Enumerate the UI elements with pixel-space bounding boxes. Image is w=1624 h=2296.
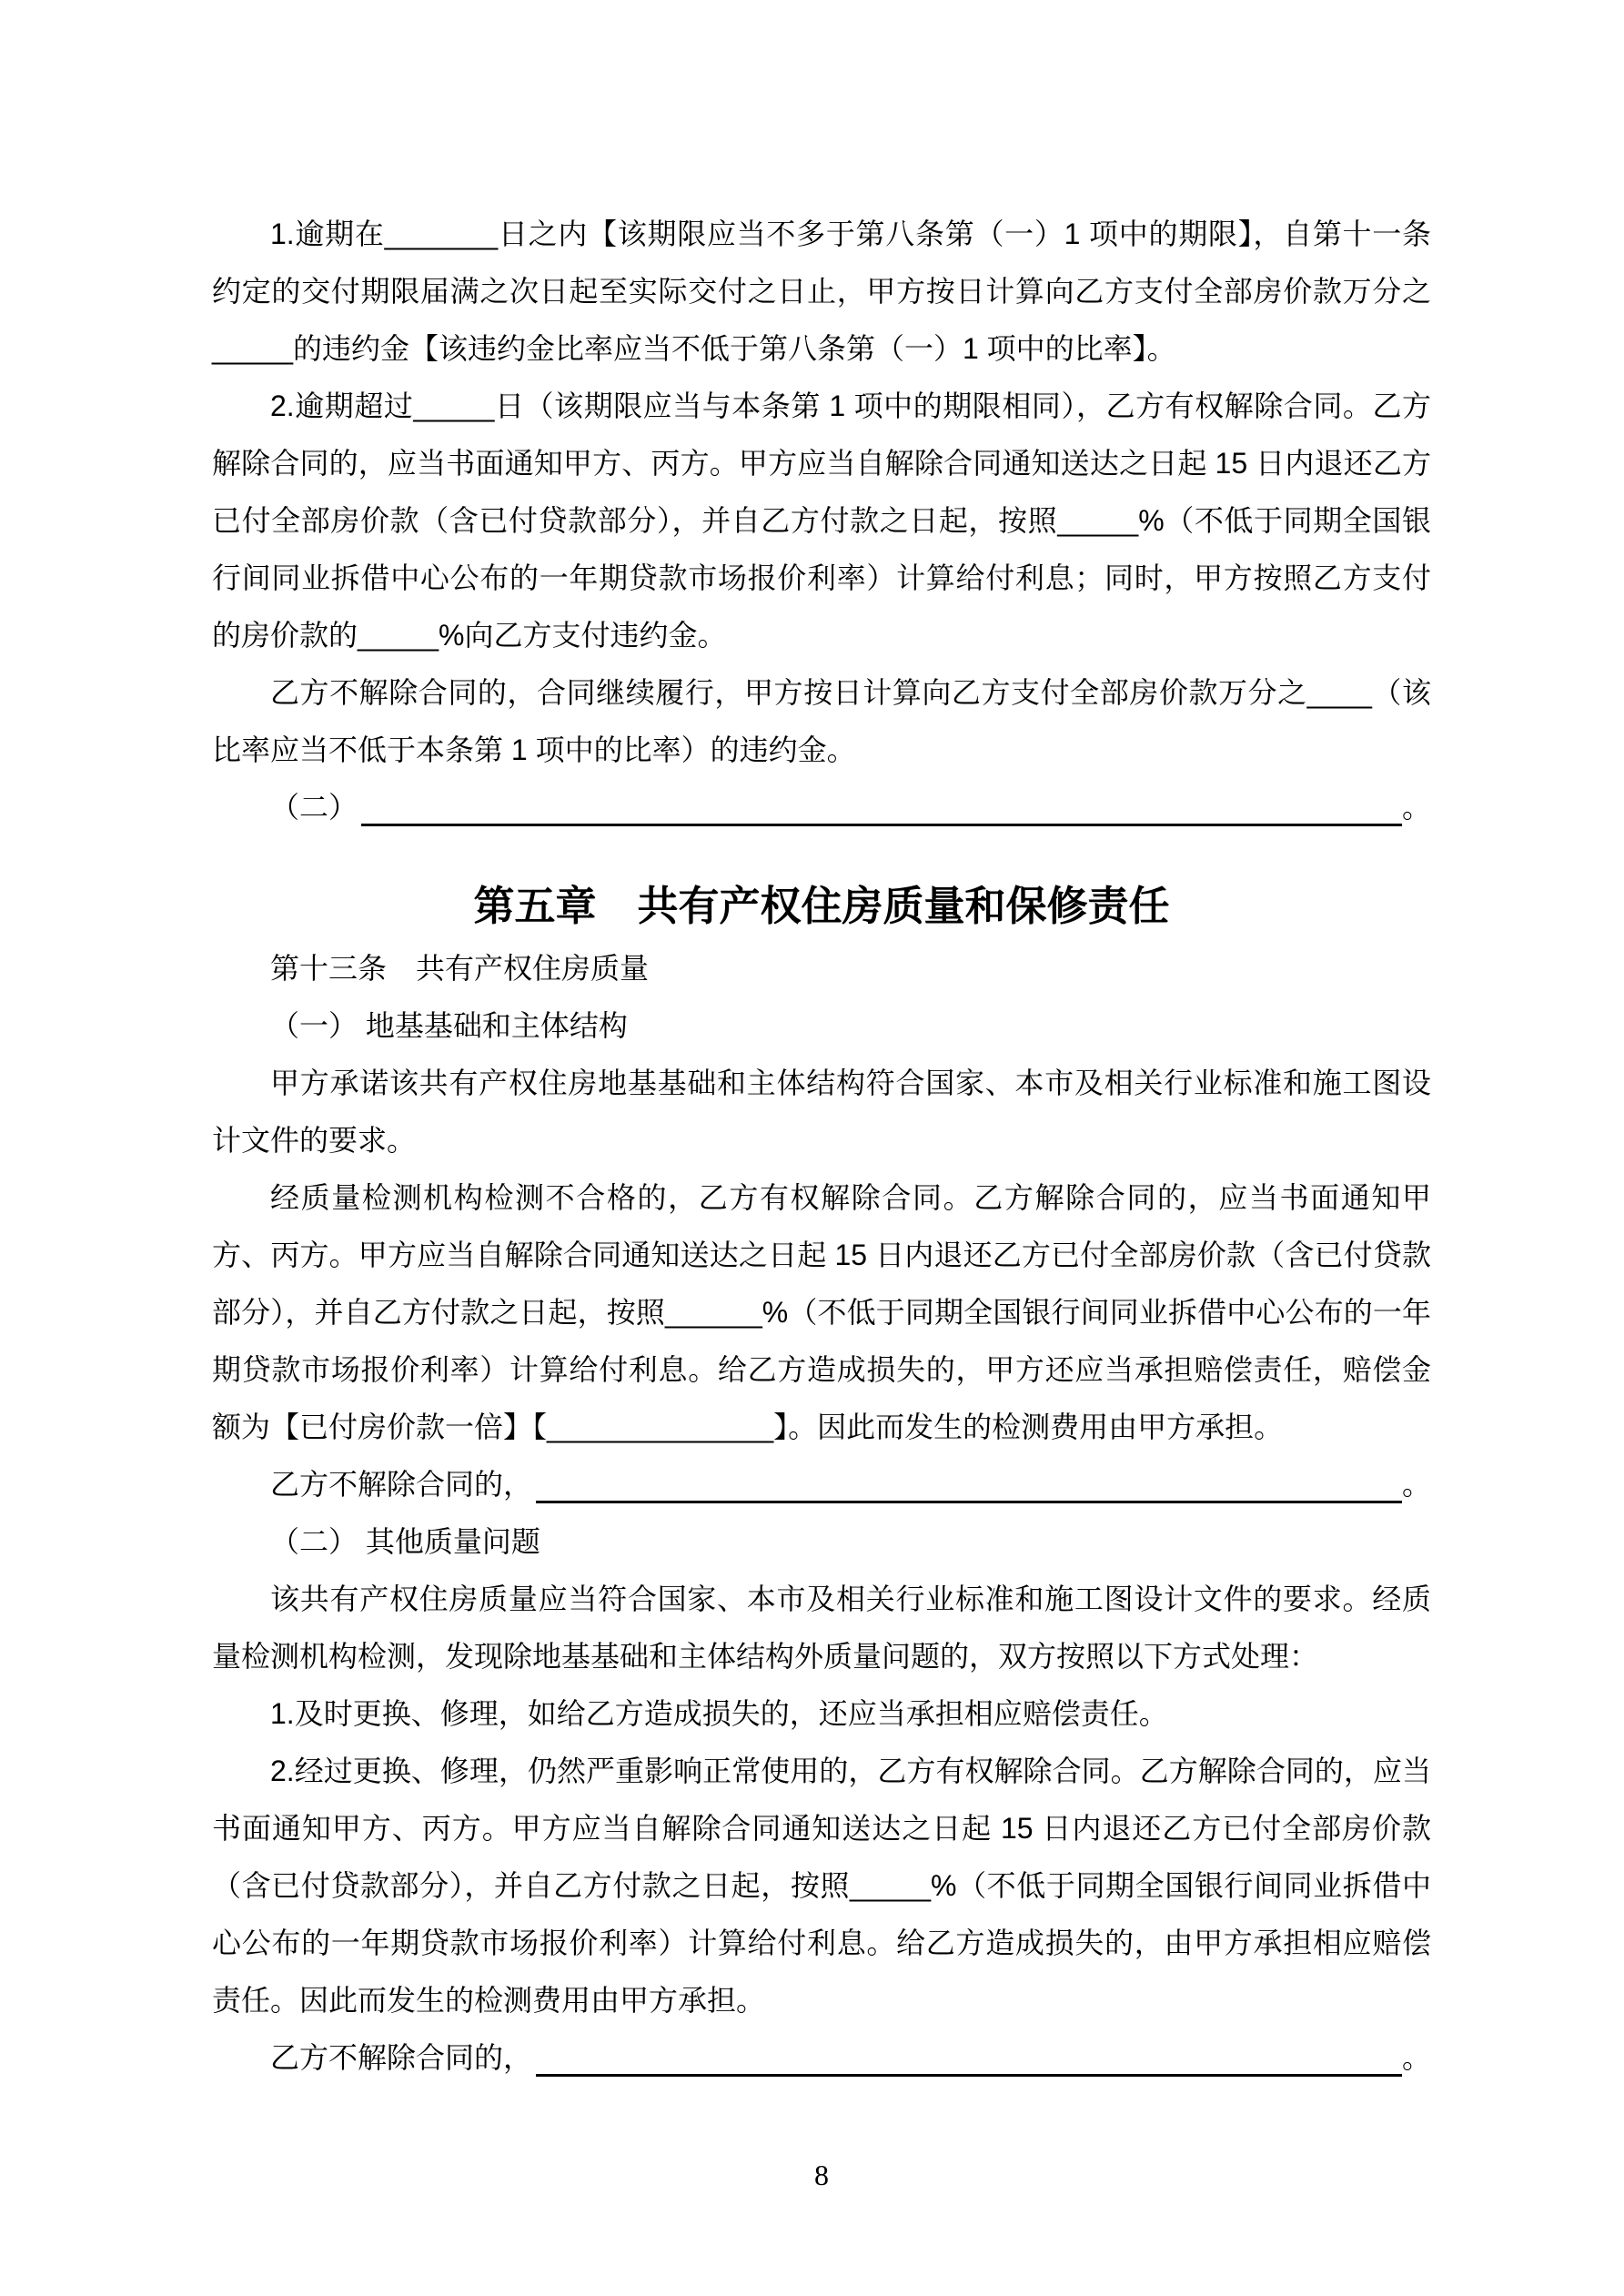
clause-handle-2: 2.经过更换、修理，仍然严重影响正常使用的，乙方有权解除合同。乙方解除合同的，应当书面通知甲方、丙方。甲方应当自解除合同通知送达之日起 15 日内退还乙方已付全部房价款（含已付贷款部分），并自乙方付款之日起，按照_____%（不低于同期全国银行间同业拆借中心公布的一年期贷款市场报价利率）计算给付利息。给乙方造成损失的，由甲方承担相应赔偿责任。因此而发生的检测费用由甲方承担。 (212, 1755, 1431, 2017)
no-rescind-blank-line-1 (212, 1456, 1431, 1513)
clause-handle-1: 1.及时更换、修理，如给乙方造成损失的，还应当承担相应赔偿责任。 (270, 1697, 1168, 1730)
no-rescind-lead: 乙方不解除合同的， (270, 1468, 533, 1501)
no-rescind-blank-line-2 (212, 2029, 1431, 2087)
blank-underline (536, 2029, 1402, 2077)
item-2-other-title: （二） 其他质量问题 (270, 1525, 540, 1558)
clause-foundation-promise: 甲方承诺该共有产权住房地基基础和主体结构符合国家、本市及相关行业标准和施工图设计文件的要求。 (212, 1067, 1431, 1157)
clause-no-rescind-continue: 乙方不解除合同的，合同继续履行，甲方按日计算向乙方支付全部房价款万分之____（该比率应当不低于本条第 1 项中的比率）的违约金。 (212, 676, 1431, 766)
item-2-blank-line (212, 779, 1431, 836)
clause-inspection-fail: 经质量检测机构检测不合格的，乙方有权解除合同。乙方解除合同的，应当书面通知甲方、丙方。甲方应当自解除合同通知送达之日起 15 日内退还乙方已付全部房价款（含已付贷款部分），并自乙方付款之日起，按照______%（不低于同期全国银行间同业拆借中心公布的一年期贷款市场报价利率）计算给付利息。给乙方造成损失的，甲方还应当承担赔偿责任，赔偿金额为【已付房价款一倍】【______________】。因此而发生的检测费用由甲方承担。 (212, 1181, 1431, 1443)
sentence-period: 。 (1401, 1468, 1431, 1501)
no-rescind-lead: 乙方不解除合同的， (270, 2041, 533, 2074)
item-2-label: （二） (270, 791, 358, 824)
page-number: 8 (814, 2159, 829, 2191)
chapter-heading: 第五章 共有产权住房质量和保修责任 (473, 883, 1170, 929)
page-content (212, 206, 1431, 2087)
sentence-period: 。 (1401, 2041, 1431, 2074)
clause-other-quality-intro: 该共有产权住房质量应当符合国家、本市及相关行业标准和施工图设计文件的要求。经质量检测机构检测，发现除地基基础和主体结构外质量问题的，双方按照以下方式处理： (212, 1583, 1431, 1673)
clause-overdue-within-limit: 1.逾期在_______日之内【该期限应当不多于第八条第（一）1 项中的期限】，自第十一条约定的交付期限届满之次日起至实际交付之日止，甲方按日计算向乙方支付全部房价款万分之_____的违约金【该违约金比率应当不低于第八条第（一）1 项中的比率】。 (212, 217, 1431, 365)
blank-underline (536, 1456, 1402, 1503)
blank-underline (361, 779, 1402, 826)
sentence-period: 。 (1401, 791, 1431, 824)
article-13-title: 第十三条 共有产权住房质量 (270, 952, 650, 985)
clause-overdue-exceed-limit: 2.逾期超过_____日（该期限应当与本条第 1 项中的期限相同），乙方有权解除合同。乙方解除合同的，应当书面通知甲方、丙方。甲方应当自解除合同通知送达之日起 15 日内退还乙方已付全部房价款（含已付贷款部分），并自乙方付款之日起，按照_____%（不低于同期全国银行间同业拆借中心公布的一年期贷款市场报价利率）计算给付利息；同时，甲方按照乙方支付的房价款的_____%向乙方支付违约金。 (212, 389, 1431, 652)
item-1-title: （一） 地基基础和主体结构 (270, 1009, 628, 1042)
